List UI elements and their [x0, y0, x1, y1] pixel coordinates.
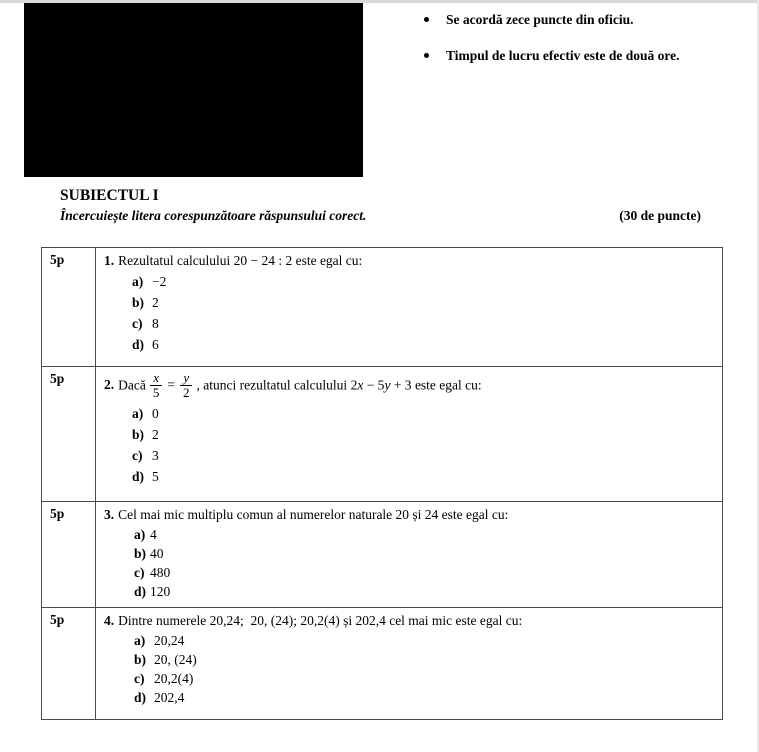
question-number: 4. [104, 613, 115, 628]
option-c [132, 313, 714, 334]
option-d [132, 334, 714, 355]
math-coefficient: 2 [350, 377, 358, 393]
equals-sign: = [167, 377, 175, 393]
option-d [132, 466, 714, 487]
option-value: 4 [150, 527, 157, 542]
option-letter: c) [134, 565, 145, 580]
option-letter: b) [132, 426, 145, 442]
option-b [134, 650, 714, 669]
option-letter: c) [134, 671, 145, 686]
question-lead: Dacă [118, 377, 146, 393]
question-text [104, 506, 714, 524]
math-coefficient: − 5 [363, 377, 385, 393]
option-letter: a) [134, 527, 146, 542]
option-letter: d) [132, 468, 145, 484]
question-number: 1. [104, 253, 115, 268]
points-cell: 5p [42, 367, 96, 502]
instruction-text: Încercuiește litera corespunzătoare răspunsului corect. [60, 208, 367, 223]
question-number: 2. [104, 377, 115, 393]
option-value: 120 [150, 584, 171, 599]
question-cell [96, 248, 723, 367]
math-coefficient: + 3 [390, 377, 412, 393]
option-value: 20,24 [154, 633, 185, 648]
note-text: Timpul de lucru efectiv este de două ore. [446, 48, 680, 63]
option-letter: c) [132, 447, 143, 463]
question-body: , atunci rezultatul calculului [196, 377, 351, 393]
option-c [134, 669, 714, 688]
points-cell: 5p [42, 608, 96, 720]
option-value: 8 [152, 316, 159, 331]
note-item [424, 12, 744, 28]
section-title: SUBIECTUL I [60, 187, 159, 204]
math-variable-x: x [357, 377, 364, 393]
option-value: 480 [150, 565, 171, 580]
exam-notes [424, 12, 744, 84]
table-row [42, 608, 723, 720]
option-b [134, 544, 714, 563]
option-letter: b) [134, 546, 147, 561]
points-total: (30 de puncte) [619, 208, 701, 223]
option-value: 0 [152, 405, 159, 421]
bullet-icon [424, 53, 429, 58]
bullet-icon [424, 17, 429, 22]
points-cell: 5p [42, 248, 96, 367]
table-row [42, 248, 723, 367]
question-cell [96, 367, 723, 502]
option-letter: d) [132, 337, 145, 352]
note-item [424, 48, 744, 64]
questions-table [41, 247, 723, 720]
question-body: Dintre numerele 20,24; 20, (24); 20,2(4) și 202,4 cel mai mic este egal cu: [118, 613, 523, 628]
option-a [134, 631, 714, 650]
section-header [60, 186, 701, 224]
fraction-x-over-5 [150, 371, 163, 401]
option-value: 5 [152, 468, 159, 484]
option-value: 20, (24) [154, 652, 197, 667]
fraction-numerator: x [150, 371, 163, 386]
option-letter: a) [132, 405, 144, 421]
fraction-y-over-2 [180, 371, 193, 401]
points-cell: 5p [42, 502, 96, 608]
option-letter: a) [134, 633, 146, 648]
option-letter: b) [132, 295, 145, 310]
options-list [132, 403, 714, 487]
question-body: Cel mai mic multiplu comun al numerelor naturale 20 și 24 este egal cu: [118, 507, 509, 522]
option-a [132, 271, 714, 292]
question-text [104, 252, 714, 270]
option-letter: d) [134, 584, 147, 599]
options-list [134, 631, 714, 707]
options-list [134, 525, 714, 601]
redacted-image [24, 3, 363, 177]
option-value: 3 [152, 447, 159, 463]
option-letter: b) [134, 652, 147, 667]
question-number: 3. [104, 507, 115, 522]
math-variable-y: y [384, 377, 391, 393]
question-tail: este egal cu: [411, 377, 482, 393]
options-list [132, 271, 714, 355]
option-value: 6 [152, 337, 159, 352]
option-value: 2 [152, 426, 159, 442]
option-letter: d) [134, 690, 147, 705]
option-a [132, 403, 714, 424]
option-b [132, 424, 714, 445]
table-row [42, 367, 723, 502]
fraction-numerator: y [180, 371, 193, 386]
option-value: −2 [152, 274, 167, 289]
option-value: 202,4 [154, 690, 185, 705]
question-text [104, 371, 714, 402]
option-a [134, 525, 714, 544]
option-b [132, 292, 714, 313]
option-value: 40 [150, 546, 164, 561]
option-letter: a) [132, 274, 144, 289]
note-text: Se acordă zece puncte din oficiu. [446, 12, 634, 27]
option-letter: c) [132, 316, 143, 331]
question-cell [96, 608, 723, 720]
option-d [134, 582, 714, 601]
question-cell [96, 502, 723, 608]
option-c [134, 563, 714, 582]
option-d [134, 688, 714, 707]
question-body: Rezultatul calculului 20 − 24 : 2 este egal cu: [118, 253, 363, 268]
question-text [104, 612, 714, 630]
instruction-row [60, 208, 701, 224]
fraction-denominator: 5 [152, 385, 160, 401]
table-row [42, 502, 723, 608]
option-value: 2 [152, 295, 159, 310]
option-c [132, 445, 714, 466]
option-value: 20,2(4) [154, 671, 194, 686]
fraction-denominator: 2 [182, 385, 190, 401]
